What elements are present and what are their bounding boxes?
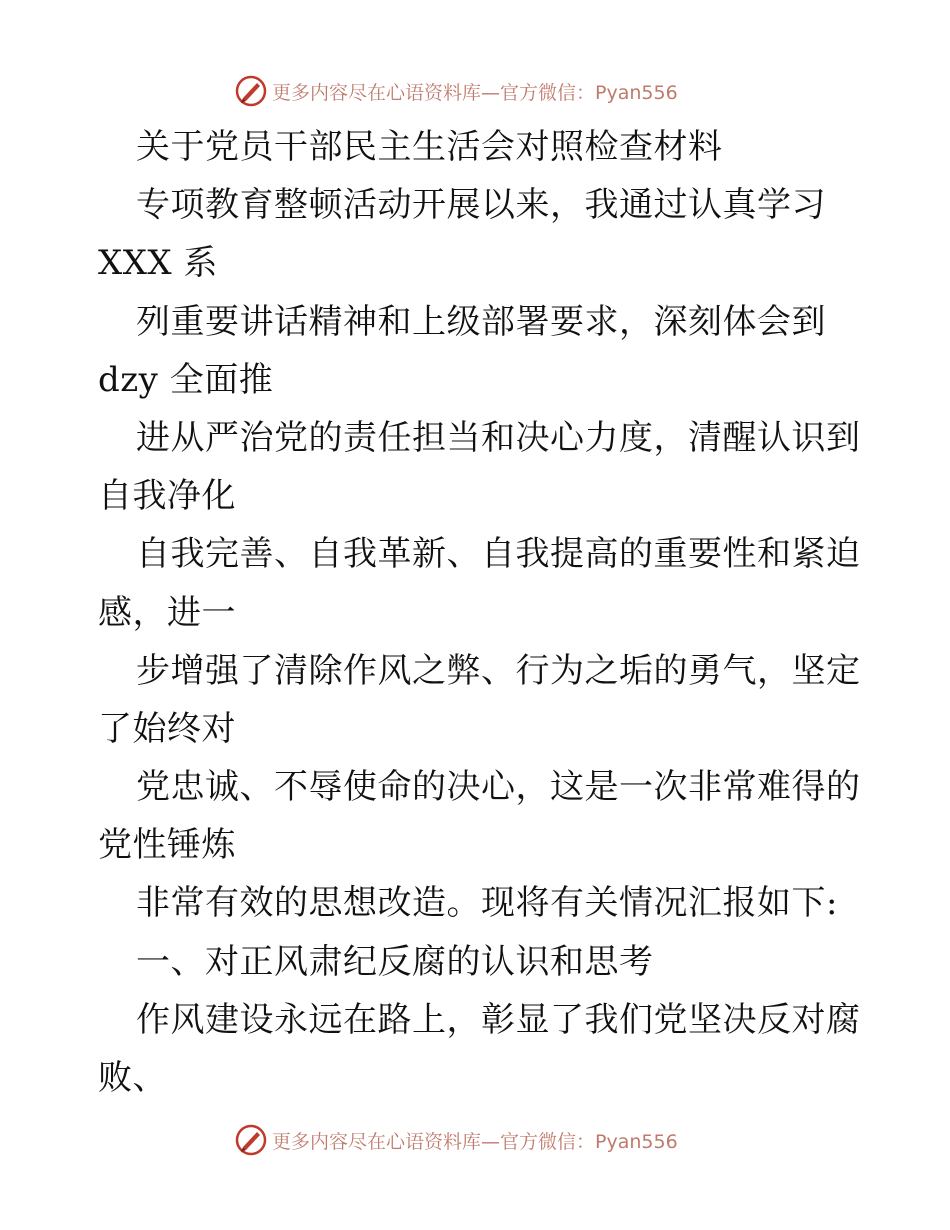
section-heading: 一、对正风肃纪反腐的认识和思考: [136, 941, 654, 982]
document-title: 关于党员干部民主生活会对照检查材料: [136, 127, 723, 167]
paragraph-line: 步增强了清除作风之弊、行为之垢的勇气，坚定: [136, 650, 861, 691]
paragraph-line: 感，进一: [98, 592, 236, 633]
footer-watermark: [234, 1122, 678, 1158]
paragraph-line: 进从严治党的责任担当和决心力度，清醒认识到: [136, 417, 861, 458]
watermark-text: 更多内容尽在心语资料库—官方微信：Pyan556: [272, 1130, 678, 1153]
paragraph-line: dzy 全面推: [98, 359, 274, 400]
pen-logo-icon: [234, 74, 268, 108]
paragraph-line: 了始终对: [98, 708, 236, 749]
header-watermark: [234, 73, 678, 109]
paragraph-line: 自我完善、自我革新、自我提高的重要性和紧迫: [136, 534, 861, 575]
paragraph-line: 专项教育整顿活动开展以来，我通过认真学习: [136, 185, 826, 226]
paragraph-line: 自我净化: [98, 476, 236, 517]
paragraph-line: 败、: [98, 1058, 167, 1098]
paragraph-line: 非常有效的思想改造。现将有关情况汇报如下:: [136, 883, 838, 924]
document-body: [98, 118, 861, 1107]
paragraph-line: 党性锤炼: [98, 825, 236, 866]
paragraph-line: 列重要讲话精神和上级部署要求，深刻体会到: [136, 301, 826, 342]
pen-logo-icon: [234, 1123, 268, 1157]
watermark-text: 更多内容尽在心语资料库—官方微信：Pyan556: [272, 81, 678, 104]
paragraph-line: 党忠诚、不辱使命的决心，这是一次非常难得的: [136, 767, 861, 808]
paragraph-line: XXX 系: [98, 243, 218, 284]
paragraph-line: 作风建设永远在路上，彰显了我们党坚决反对腐: [136, 999, 861, 1040]
